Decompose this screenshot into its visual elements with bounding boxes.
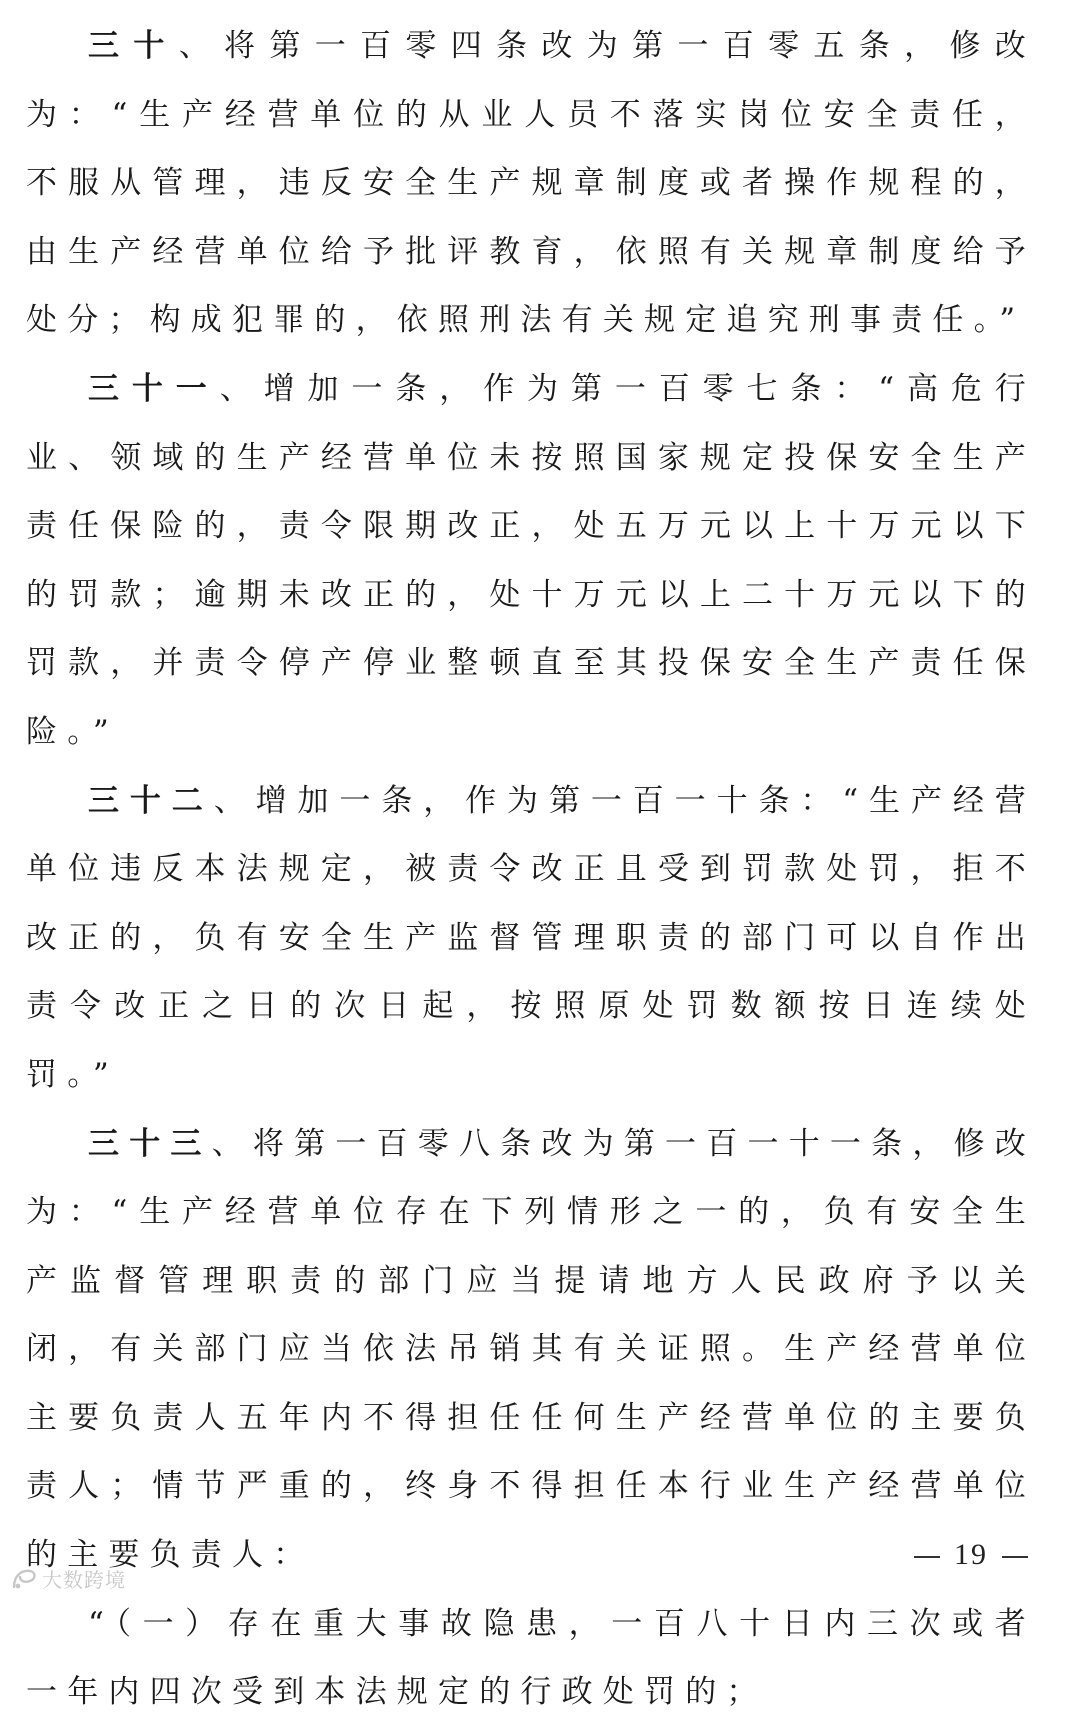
paragraph-31-lead: 三十一	[88, 370, 220, 407]
paragraph-32-lead: 三十二	[88, 782, 214, 819]
watermark-logo-icon	[10, 1567, 38, 1591]
page-number-footer	[900, 1538, 1042, 1572]
footer-left-dash	[914, 1556, 940, 1558]
paragraph-item-1-text: “（一）存在重大事故隐患，一百八十日内三次或者一年内四次受到本法规定的行政处罚的；	[26, 1605, 1036, 1711]
paragraph-32	[26, 767, 1036, 1110]
paragraph-30	[26, 12, 1036, 355]
paragraph-33-lead: 三十三	[88, 1125, 212, 1162]
paragraph-31-text: 、增加一条，作为第一百零七条：“高危行业、领域的生产经营单位未按照国家规定投保安全生产责任保险的，责令限期改正，处五万元以上十万元以下的罚款；逾期未改正的，处十万元以上二十万元以下的罚款，并责令停产停业整顿直至其投保安全生产责任保险。”	[26, 370, 1036, 750]
paragraph-31	[26, 355, 1036, 767]
watermark	[10, 1564, 126, 1593]
paragraph-30-text: 、将第一百零四条改为第一百零五条，修改为：“生产经营单位的从业人员不落实岗位安全责任，不服从管理，违反安全生产规章制度或者操作规程的，由生产经营单位给予批评教育，依照有关规章制度给予处分；构成犯罪的，依照刑法有关规定追究刑事责任。”	[26, 28, 1036, 339]
page-number: 19	[954, 1538, 988, 1571]
footer-right-dash	[1002, 1556, 1028, 1558]
paragraph-32-text: 、增加一条，作为第一百一十条：“生产经营单位违反本法规定，被责令改正且受到罚款处罚，拒不改正的，负有安全生产监督管理职责的部门可以自作出责令改正之日的次日起，按照原处罚数额按日连续处罚。”	[26, 782, 1036, 1093]
paragraph-33	[26, 1110, 1036, 1590]
watermark-text: 大数跨境	[42, 1568, 126, 1592]
paragraph-30-lead: 三十	[88, 28, 179, 64]
document-page	[26, 0, 1036, 1727]
paragraph-item-1	[26, 1590, 1036, 1727]
paragraph-33-text: 、将第一百零八条改为第一百一十一条，修改为：“生产经营单位存在下列情形之一的，负有安全生产监督管理职责的部门应当提请地方人民政府予以关闭，有关部门应当依法吊销其有关证照。生产经营单位主要负责人五年内不得担任任何生产经营单位的主要负责人；情节严重的，终身不得担任本行业生产经营单位的主要负责人：	[26, 1125, 1036, 1574]
